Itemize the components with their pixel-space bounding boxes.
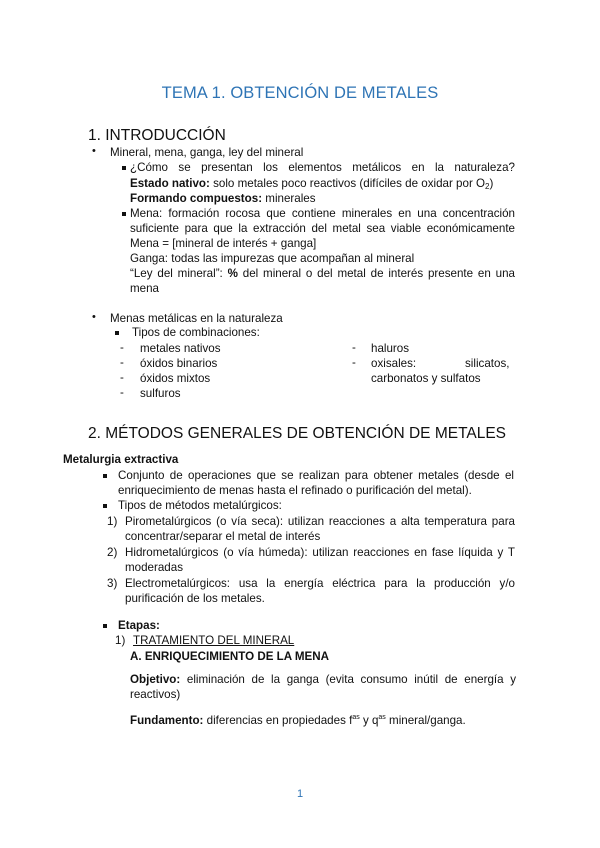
metodo-2-line-2: moderadas — [125, 561, 184, 574]
dash-bullet: - — [120, 341, 124, 354]
conjunto-line-1: Conjunto de operaciones que se realizan para obtener metales (desde el — [118, 469, 514, 482]
square-bullet — [103, 504, 107, 508]
dash-bullet: - — [352, 341, 356, 354]
estado-nativo-end: ) — [489, 177, 494, 190]
objetivo-label: Objetivo: — [130, 673, 181, 686]
list-number: 2) — [107, 546, 118, 559]
bullet-dot: • — [92, 311, 96, 323]
section-heading-introduccion: 1. INTRODUCCIÓN — [88, 127, 226, 144]
bullet-text: Menas metálicas en la naturaleza — [110, 312, 283, 325]
square-bullet — [103, 474, 107, 478]
square-bullet — [103, 624, 107, 628]
square-bullet — [122, 166, 126, 170]
square-bullet — [115, 331, 119, 335]
list-item: metales nativos — [140, 342, 221, 355]
ley-line-1 — [130, 266, 515, 281]
objetivo-text: eliminación de la ganga (evita consumo inútil de energía y — [180, 673, 516, 686]
objetivo-line-2: reactivos) — [130, 688, 181, 701]
page-number: 1 — [296, 788, 304, 800]
formando-compuestos-label: Formando compuestos: — [130, 192, 263, 205]
formando-compuestos-line — [130, 191, 316, 206]
bullet-dot: • — [92, 145, 96, 157]
ley-text: del mineral o del metal de interés presente en una — [237, 267, 515, 280]
bullet-text: Mineral, mena, ganga, ley del mineral — [110, 146, 304, 159]
question-text: ¿Cómo se presentan los elementos metálicos en la naturaleza? — [130, 161, 515, 174]
dash-bullet: - — [120, 386, 124, 399]
list-number: 1) — [115, 634, 126, 647]
list-item-carbonatos: carbonatos y sulfatos — [371, 372, 481, 385]
objetivo-line-1 — [130, 672, 516, 687]
metodo-1-line-2: concentrar/separar el metal de interés — [125, 530, 321, 543]
tipos-combinaciones: Tipos de combinaciones: — [132, 326, 260, 339]
mena-line-2: suficiente para que la extracción del metal sea viable económicamente — [130, 222, 515, 235]
fundamento-sup-1: as — [352, 714, 360, 721]
square-bullet — [122, 212, 126, 216]
mena-line-1: Mena: formación rocosa que contiene minerales en una concentración — [130, 207, 515, 220]
ley-percent: % — [227, 267, 238, 280]
metalurgia-extractiva-heading: Metalurgia extractiva — [63, 453, 179, 466]
fundamento-label: Fundamento: — [130, 714, 204, 727]
list-item-silicatos: silicatos, — [465, 357, 510, 370]
dash-bullet: - — [120, 356, 124, 369]
ley-line-2: mena — [130, 282, 160, 295]
estado-nativo-subscript: 2 — [485, 182, 490, 191]
metodo-2-line-1: Hidrometalúrgicos (o vía húmeda): utilizan reacciones en fase líquida y T — [125, 546, 515, 559]
fundamento-text-c: mineral/ganga. — [385, 714, 466, 727]
fundamento-line — [130, 710, 466, 728]
list-item-oxisales: oxisales: — [371, 357, 417, 370]
metodo-1-line-1: Pirometalúrgicos (o vía seca): utilizan reacciones a alta temperatura para — [125, 515, 515, 528]
tipos-metodos: Tipos de métodos metalúrgicos: — [118, 499, 282, 512]
metodo-3-line-2: purificación de los metales. — [125, 592, 265, 605]
enriquecimiento-heading: A. ENRIQUECIMIENTO DE LA MENA — [130, 650, 330, 663]
list-item: óxidos binarios — [140, 357, 218, 370]
document-title: TEMA 1. OBTENCIÓN DE METALES — [161, 84, 439, 102]
fundamento-text-b: y q — [359, 714, 379, 727]
list-number: 3) — [107, 577, 118, 590]
dash-bullet: - — [120, 371, 124, 384]
list-item: sulfuros — [140, 387, 181, 400]
fundamento-sup-2: as — [378, 714, 386, 721]
formando-compuestos-text: minerales — [262, 192, 316, 205]
metodo-3-line-1: Electrometalúrgicos: usa la energía eléctrica para la producción y/o — [125, 577, 515, 590]
fundamento-text-a: diferencias en propiedades f — [203, 714, 353, 727]
list-item: óxidos mixtos — [140, 372, 211, 385]
estado-nativo-text: solo metales poco reactivos (difíciles de oxidar por O — [209, 177, 486, 190]
ganga-line: Ganga: todas las impurezas que acompañan al mineral — [130, 252, 415, 265]
list-item: haluros — [371, 342, 410, 355]
estado-nativo-label: Estado nativo: — [130, 177, 210, 190]
mena-line-3: Mena = [mineral de interés + ganga] — [130, 237, 317, 250]
tratamiento-mineral-heading: TRATAMIENTO DEL MINERAL — [133, 634, 295, 647]
etapas-heading: Etapas: — [118, 619, 160, 632]
list-number: 1) — [107, 515, 118, 528]
conjunto-line-2: enriquecimiento de menas hasta el refinado o purificación del metal). — [118, 484, 472, 497]
section-heading-metodos: 2. MÉTODOS GENERALES DE OBTENCIÓN DE METALES — [88, 425, 507, 442]
ley-label: “Ley del mineral”: — [130, 267, 228, 280]
dash-bullet: - — [352, 356, 356, 369]
